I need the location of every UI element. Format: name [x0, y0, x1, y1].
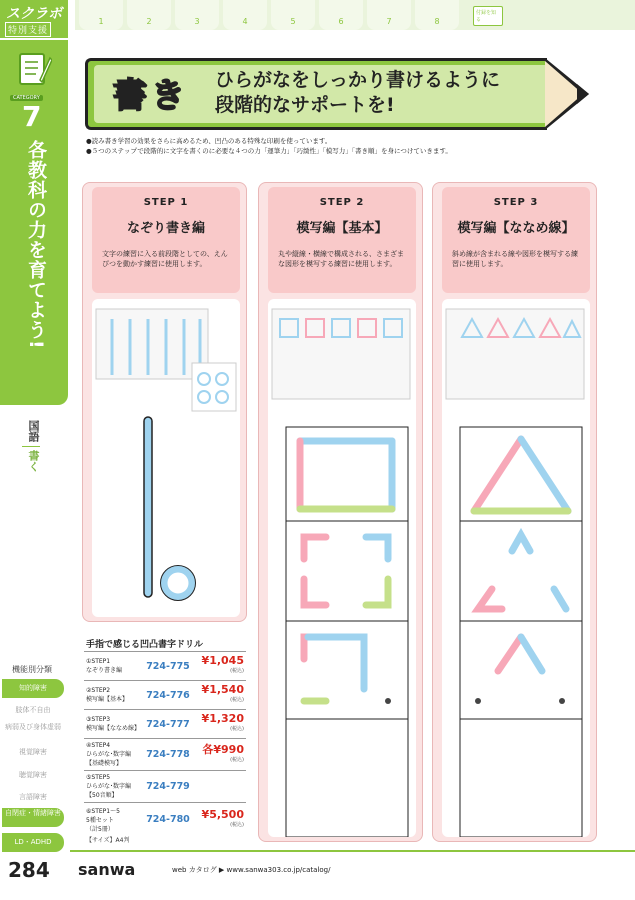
header-sub-line2: 段階的なサポートを! — [215, 94, 395, 116]
product-price: ¥1,540 (税込) — [194, 681, 246, 710]
step1-label: STEP 1 — [143, 197, 189, 208]
step2-panel — [258, 182, 423, 842]
step1-header — [92, 187, 240, 293]
page-number: 284 — [8, 858, 50, 882]
tax-note: (税込) — [230, 697, 244, 703]
notebook-icon — [16, 50, 52, 90]
step2-title: 模写編【基本】 — [296, 221, 388, 236]
step2-images — [268, 299, 416, 837]
tab-5[interactable]: 5 — [271, 0, 315, 30]
brand-name: スクラボ — [6, 6, 62, 22]
product-name: ⑥STEP1～5 5種セット （計5冊） — [84, 803, 142, 837]
tab-6[interactable]: 6 — [319, 0, 363, 30]
step3-illustration — [442, 299, 590, 837]
func-label: 機能別分類 — [12, 665, 52, 674]
intro-line-2: ●５つのステップで段階的に文字を書くのに必要な４つの力「運筆力」「巧緻性」「模写力」「書き順」を身につけていきます。 — [86, 147, 452, 155]
tax-note: (税込) — [230, 821, 244, 828]
step2-header — [268, 187, 416, 293]
step2-desc: 丸や縦線・横線で構成される、さまざまな図形を模写する練習に使用します。 — [278, 250, 404, 268]
sanwa-logo: sanwa — [78, 860, 136, 879]
step1-desc: 文字の練習に入る前段階としての、えんぴつを動かす練習に使用します。 — [102, 250, 228, 268]
table-row — [84, 739, 246, 771]
tab-1[interactable]: 1 — [79, 0, 123, 30]
product-code: 724-779 — [142, 771, 194, 803]
tab-2[interactable]: 2 — [127, 0, 171, 30]
step3-label: STEP 3 — [493, 197, 539, 208]
product-price — [194, 771, 246, 803]
brand-sub: 特別支援 — [5, 22, 51, 37]
sidebar-item-autism[interactable]: 自閉症・情緒障害 — [2, 808, 64, 827]
step1-title: なぞり書き編 — [126, 221, 205, 236]
step2-illustration — [268, 299, 416, 837]
tab-3[interactable]: 3 — [175, 0, 219, 30]
step3-header — [442, 187, 590, 293]
tab-8[interactable]: 8 — [415, 0, 459, 30]
step1-panel — [82, 182, 247, 622]
product-code: 724-776 — [142, 681, 194, 710]
product-code: 724-780 — [142, 803, 194, 837]
step3-title: 模写編【ななめ線】 — [457, 221, 575, 236]
product-price: ¥1,045 (税込) — [194, 652, 246, 681]
product-code: 724-775 — [142, 652, 194, 681]
web-catalog-link[interactable]: web カタログ ▶ www.sanwa303.co.jp/catalog/ — [172, 866, 331, 874]
category-title: 各教科の力を育てよう! — [25, 140, 47, 350]
table-row — [84, 771, 246, 803]
product-title: 手指で感じる凹凸書字ドリル — [86, 640, 204, 650]
price-table-body — [84, 652, 246, 837]
product-price: ¥5,500 (税込) — [194, 803, 246, 837]
subject-divider — [22, 446, 40, 447]
tax-note: (税込) — [230, 726, 244, 732]
chapter-tabs — [75, 0, 635, 30]
sidebar-item-health[interactable]: 病弱及び身体虚弱 — [2, 722, 64, 741]
product-size: 【サイズ】A4判 — [86, 837, 130, 844]
product-name: ①STEP1 なぞり書き編 — [84, 652, 142, 681]
product-price: 各¥990 (税込) — [194, 739, 246, 771]
header-subtitle — [215, 68, 500, 118]
subject-main: 国語 — [27, 420, 40, 442]
footer-line — [70, 850, 635, 852]
tab-4[interactable]: 4 — [223, 0, 267, 30]
step3-desc: 斜め線が含まれる線や図形を模写する練習に使用します。 — [452, 250, 578, 268]
product-code: 724-778 — [142, 739, 194, 771]
intro-text — [86, 136, 606, 156]
pencil-lead — [577, 84, 589, 104]
step1-images — [92, 299, 240, 617]
table-row — [84, 710, 246, 739]
category-label: CATEGORY — [10, 95, 43, 101]
tab-7[interactable]: 7 — [367, 0, 411, 30]
brand-logo — [0, 0, 68, 38]
step2-label: STEP 2 — [319, 197, 365, 208]
tax-note: (税込) — [230, 668, 244, 674]
header-sub-line1: ひらがなをしっかり書けるように — [215, 69, 501, 91]
sidebar-item-intellectual[interactable]: 知的障害 — [2, 679, 64, 698]
category-number: 7 — [22, 100, 42, 133]
tab-appendix[interactable]: 付録を知る — [473, 6, 503, 26]
product-price: ¥1,320 (税込) — [194, 710, 246, 739]
price-table — [84, 651, 246, 836]
product-code: 724-777 — [142, 710, 194, 739]
table-row — [84, 652, 246, 681]
product-name: ④STEP4 ひらがな･数字編 【基礎模写】 — [84, 739, 142, 771]
product-name: ②STEP2 模写編【基本】 — [84, 681, 142, 710]
sidebar-item-visual[interactable]: 視覚障害 — [2, 743, 64, 762]
step3-panel — [432, 182, 597, 842]
product-name: ⑤STEP5 ひらがな･数字編 【50音順】 — [84, 771, 142, 803]
intro-line-1: ●読み書き学習の効果をさらに高めるため、凹凸のある特殊な印刷を使っています。 — [86, 137, 332, 145]
table-row — [84, 681, 246, 710]
sidebar-item-physical[interactable]: 肢体不自由 — [2, 701, 64, 720]
left-sidebar — [0, 0, 68, 900]
step1-illustration — [92, 299, 240, 617]
sidebar-item-hearing[interactable]: 聴覚障害 — [2, 766, 64, 785]
table-row — [84, 803, 246, 837]
product-name: ③STEP3 模写編【ななめ線】 — [84, 710, 142, 739]
step3-images — [442, 299, 590, 837]
subject-sub: 書く — [27, 450, 40, 472]
header-title: 書き — [113, 76, 189, 116]
sidebar-item-speech[interactable]: 言語障害 — [2, 788, 64, 807]
tax-note: (税込) — [230, 756, 244, 763]
pencil-header — [85, 58, 590, 130]
sidebar-item-ld[interactable]: LD・ADHD — [2, 833, 64, 852]
